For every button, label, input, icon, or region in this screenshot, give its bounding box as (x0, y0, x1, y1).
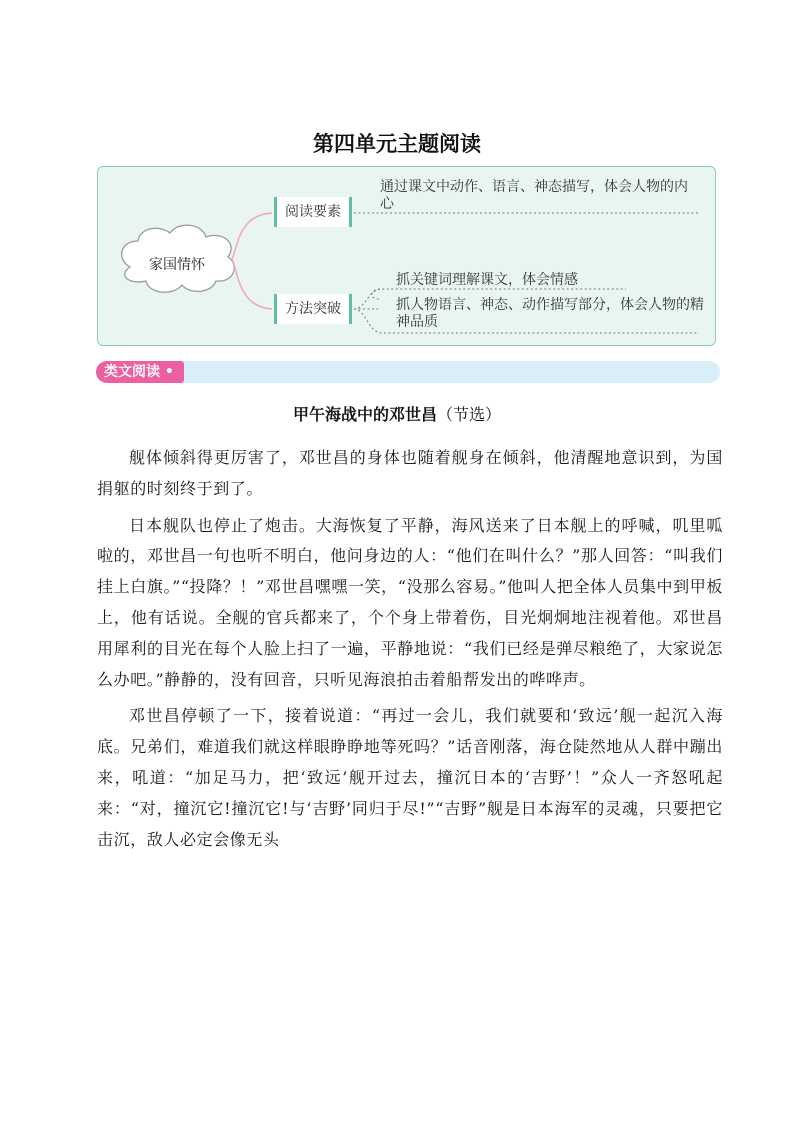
leaf-reading-element-1: 通过课文中动作、语言、神态描写，体会人物的内心 (380, 179, 688, 212)
article-title-main: 甲午海战中的邓世昌 (292, 405, 437, 424)
article-body (97, 443, 723, 861)
section-bar (96, 361, 720, 383)
leaf-method-2: 抓人物语言、神态、动作描写部分，体会人物的精神品质 (396, 297, 704, 330)
article-title-sub: （节选） (437, 405, 502, 424)
mind-map-center: 家国情怀 (149, 257, 205, 273)
branch-reading-elements: 阅读要素 (274, 197, 352, 227)
article-paragraph-2: 日本舰队也停止了炮击。大海恢复了平静，海风送来了日本舰上的呼喊，叽里呱啦的，邓世昌一句也听不明白，他问身边的人：“他们在叫什么？”那人回答：“叫我们挂上白旗。”“投降？！”邓世昌嘿嘿一笑，“没那么容易。”他叫人把全体人员集中到甲板上，他有话说。全舰的官兵都来了，个个身上带着伤，目光炯炯地注视着他。邓世昌用犀利的目光在每个人脸上扫了一遍，平静地说：“我们已经是弹尽粮绝了，大家说怎么办吧。”静静的，没有回音，只听见海浪拍击着船帮发出的哗哗声。 (97, 515, 723, 689)
page-title: 第四单元主题阅读 (313, 131, 481, 156)
leaf-method-1: 抓关键词理解课文，体会情感 (396, 272, 578, 288)
article-paragraph-3: 邓世昌停顿了一下，接着说道：“再过一会儿，我们就要和‘致远’舰一起沉入海底。兄弟们，难道我们就这样眼睁睁地等死吗？”话音刚落，海仓陡然地从人群中蹦出来，吼道：“加足马力，把‘致远’舰开过去，撞沉日本的‘吉野’！”众人一齐怒吼起来：“对，撞沉它!撞沉它!与‘吉野’同归于尽!”“吉野”舰是日本海军的灵魂，只要把它击沉，敌人必定会像无头 (97, 706, 723, 849)
section-tag-label: 类文阅读 (104, 364, 160, 380)
section-tag: 类文阅读 • (96, 361, 184, 383)
branch-connectors (232, 213, 272, 309)
article-paragraph-1: 舰体倾斜得更厉害了，邓世昌的身体也随着舰身在倾斜，他清醒地意识到，为国捐躯的时刻终于到了。 (97, 448, 723, 498)
branch-method-breakthrough: 方法突破 (274, 294, 352, 324)
article-title (0, 402, 794, 425)
